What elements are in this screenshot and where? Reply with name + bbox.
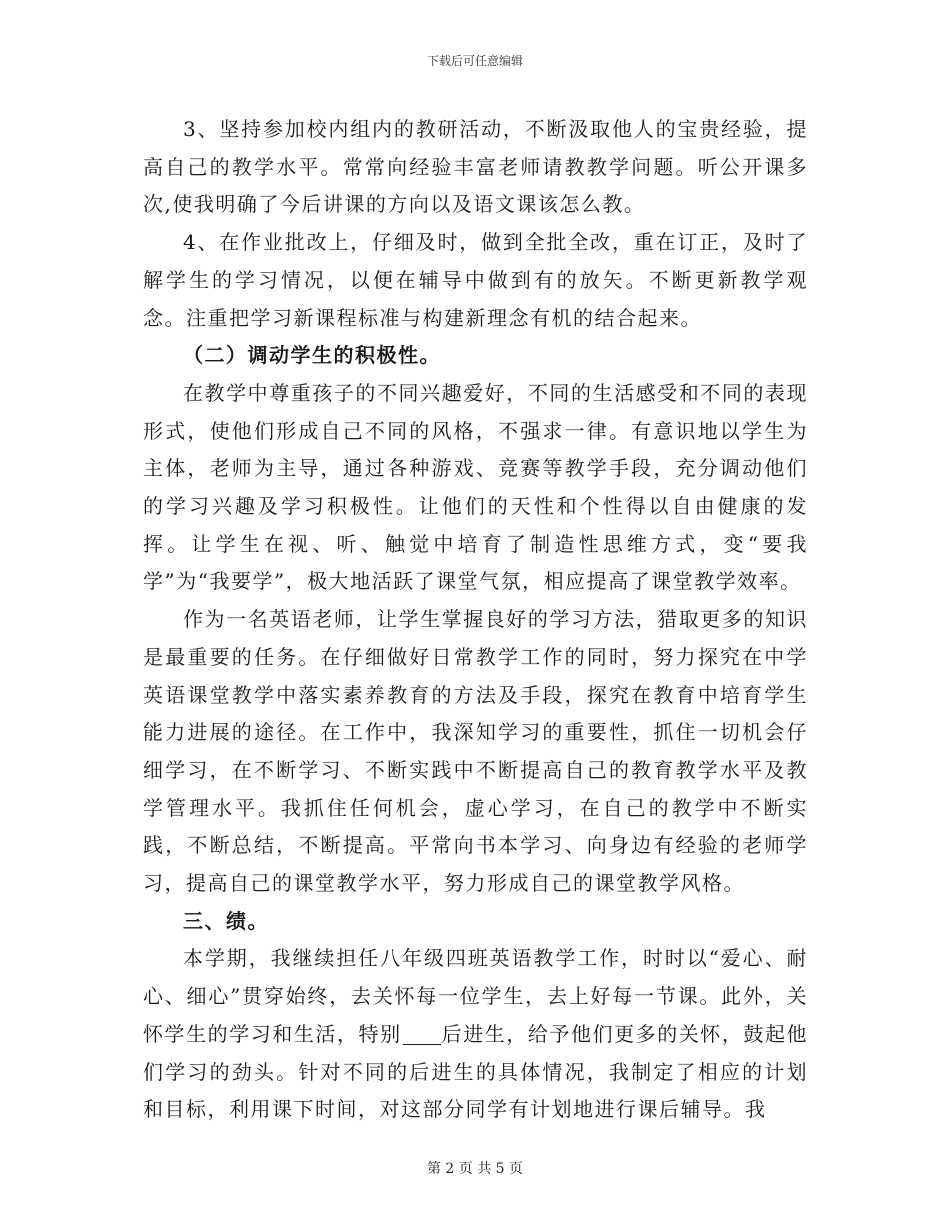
section-heading-3: 三、绩。	[183, 908, 269, 933]
paragraph-2: 4、在作业批改上，仔细及时，做到全批全改，重在订正，及时了解学生的学习情况，以便在辅导中做到有的放矢。不断更新教学观念。注重把学习新课程标准与构建新理念有机的结合起来。	[143, 230, 808, 330]
paragraph-5-part-b: 后进生，给予他们更多的关怀，鼓起他们学习的劲头。针对不同的后进生的具体情况，我制定了相应的计划和目标，利用课下时间，对这部分同学有计划地进行课后辅导。我	[143, 1021, 809, 1122]
paragraph-3: 在教学中尊重孩子的不同兴趣爱好，不同的生活感受和不同的表现形式，使他们形成自己不同的风格，不强求一律。有意识地以学生为主体，老师为主导，通过各种游戏、竞赛等教学手段，充分调动他们的学习兴趣及学习积极性。让他们的天性和个性得以自由健康的发挥。让学生在视、听、触觉中培育了制造性思维方式，变“要我学”为“我要学”，极大地活跃了课堂气氛，相应提高了课堂教学效率。	[143, 380, 808, 594]
page-footer: 第 2 页 共 5 页	[426, 1161, 524, 1177]
page-header: 下载后可任意编辑	[426, 54, 523, 68]
paragraph-5-part-a: 本学期，我继续担任八年级四班英语教学工作，时时以“爱心、耐心、细心”贯穿始终，去关怀每一位学生，去上好每一节课。此外，关怀学生的学习和生活，特别	[143, 946, 808, 1046]
fill-blank	[403, 1024, 441, 1045]
section-heading-2: （二）调动学生的积极性。	[183, 343, 441, 368]
paragraph-4: 作为一名英语老师，让学生掌握良好的学习方法，猎取更多的知识是最重要的任务。在仔细做好日常教学工作的同时，努力探究在中学英语课堂教学中落实素养教育的方法及手段，探究在教育中培育学生能力进展的途径。在工作中，我深知学习的重要性，抓住一切机会仔细学习，在不断学习、不断实践中不断提高自己的教育教学水平及教学管理水平。我抓住任何机会，虚心学习，在自己的教学中不断实践，不断总结，不断提高。平常向书本学习、向身边有经验的老师学习，提高自己的课堂教学水平，努力形成自己的课堂教学风格。	[143, 607, 808, 896]
document-body	[143, 111, 808, 1129]
paragraph-1: 3、坚持参加校内组内的教研活动，不断汲取他人的宝贵经验，提高自己的教学水平。常常向经验丰富老师请教教学问题。听公开课多次,使我明确了今后讲课的方向以及语文课该怎么教。	[143, 117, 808, 217]
paragraph-5	[143, 940, 808, 1129]
